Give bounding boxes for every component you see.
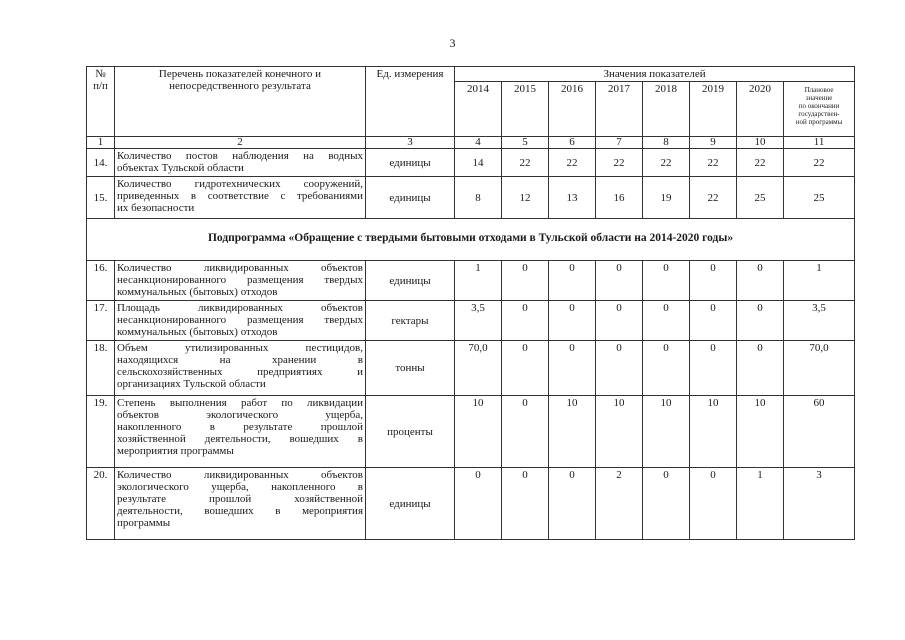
column-number: 6 — [549, 137, 596, 149]
value-cell: 3,5 — [455, 301, 502, 341]
value-cell: 70,0 — [455, 341, 502, 396]
header-plan-line: государствен- — [798, 110, 840, 118]
column-number: 3 — [366, 137, 455, 149]
value-cell: 0 — [549, 341, 596, 396]
indicator-name-line: коммунальных (бытовых) отходов — [117, 326, 278, 338]
column-number: 5 — [502, 137, 549, 149]
column-number: 1 — [87, 137, 115, 149]
indicator-name-line: результате прошлой хозяйственной — [117, 493, 363, 505]
header-values-title: Значения показателей — [455, 67, 855, 82]
table-row — [87, 396, 855, 468]
table-row — [87, 468, 855, 540]
value-cell: 3,5 — [784, 301, 855, 341]
value-cell: 0 — [690, 468, 737, 540]
value-cell: 10 — [549, 396, 596, 468]
value-cell: 0 — [596, 341, 643, 396]
indicator-name — [115, 177, 366, 219]
value-cell: 1 — [455, 261, 502, 301]
row-number: 18. — [87, 341, 115, 396]
value-cell: 0 — [690, 261, 737, 301]
value-cell: 22 — [737, 149, 784, 177]
value-cell: 0 — [502, 341, 549, 396]
value-cell: 1 — [737, 468, 784, 540]
indicator-name-line: деятельности, вошедших в мероприятия — [117, 505, 363, 517]
row-number: 14. — [87, 149, 115, 177]
value-cell: 22 — [690, 149, 737, 177]
unit-cell: гектары — [366, 301, 455, 341]
header-row-1 — [87, 67, 855, 82]
value-cell: 0 — [502, 396, 549, 468]
indicator-name — [115, 149, 366, 177]
indicator-name-line: объектах Тульской области — [117, 162, 244, 174]
value-cell: 22 — [643, 149, 690, 177]
column-number: 9 — [690, 137, 737, 149]
value-cell: 22 — [784, 149, 855, 177]
value-cell: 14 — [455, 149, 502, 177]
column-number: 2 — [115, 137, 366, 149]
indicator-name — [115, 341, 366, 396]
indicator-name-line: программы — [117, 517, 171, 529]
table-row — [87, 177, 855, 219]
header-year-2014: 2014 — [455, 82, 502, 137]
value-cell: 10 — [690, 396, 737, 468]
indicator-name-line: организациях Тульской области — [117, 378, 266, 390]
indicator-name-line: несанкционированного размещения твердых — [117, 274, 363, 286]
row-number: 20. — [87, 468, 115, 540]
header-num-sub: п/п — [93, 80, 108, 92]
indicator-name-line: Площадь ликвидированных объектов — [117, 302, 363, 314]
value-cell: 0 — [502, 301, 549, 341]
row-number: 16. — [87, 261, 115, 301]
indicator-name-line: накопленного в результате прошлой — [117, 421, 363, 433]
header-name-line-1: Перечень показателей конечного и — [158, 68, 322, 80]
header-name-line-2: непосредственного результата — [169, 80, 311, 92]
unit-cell: тонны — [366, 341, 455, 396]
indicator-name — [115, 301, 366, 341]
header-num-cell — [87, 67, 115, 137]
indicator-name-line: приведенных в соответствие с требованиями — [117, 190, 363, 202]
value-cell: 25 — [737, 177, 784, 219]
table-row — [87, 261, 855, 301]
table-body — [87, 67, 855, 540]
row-number: 15. — [87, 177, 115, 219]
header-plan-line: значение — [805, 94, 833, 102]
indicator-name-line: хозяйственной деятельности, вошедших в — [117, 433, 363, 445]
column-number: 8 — [643, 137, 690, 149]
value-cell: 10 — [643, 396, 690, 468]
value-cell: 12 — [502, 177, 549, 219]
value-cell: 0 — [643, 341, 690, 396]
header-plan-line: по окончании — [798, 102, 840, 110]
indicator-name-line: Объем утилизированных пестицидов, — [117, 342, 363, 354]
value-cell: 0 — [502, 261, 549, 301]
indicator-name-line: сельскохозяйственных предприятиях и — [117, 366, 363, 378]
table-row — [87, 341, 855, 396]
header-year-2020: 2020 — [737, 82, 784, 137]
unit-cell: единицы — [366, 468, 455, 540]
page-number: 3 — [449, 36, 456, 50]
value-cell: 13 — [549, 177, 596, 219]
value-cell: 1 — [784, 261, 855, 301]
indicator-name — [115, 261, 366, 301]
row-number: 19. — [87, 396, 115, 468]
value-cell: 60 — [784, 396, 855, 468]
value-cell: 2 — [596, 468, 643, 540]
value-cell: 22 — [502, 149, 549, 177]
value-cell: 0 — [737, 301, 784, 341]
value-cell: 0 — [549, 468, 596, 540]
header-year-2015: 2015 — [502, 82, 549, 137]
value-cell: 0 — [643, 468, 690, 540]
indicator-name-line: Степень выполнения работ по ликвидации — [117, 397, 363, 409]
value-cell: 0 — [690, 341, 737, 396]
header-year-2016: 2016 — [549, 82, 596, 137]
column-number: 11 — [784, 137, 855, 149]
header-year-2018: 2018 — [643, 82, 690, 137]
column-number: 10 — [737, 137, 784, 149]
indicator-name-line: несанкционированного размещения твердых — [117, 314, 363, 326]
value-cell: 19 — [643, 177, 690, 219]
table-row — [87, 149, 855, 177]
indicator-name-line: Количество ликвидированных объектов — [117, 469, 363, 481]
value-cell: 10 — [596, 396, 643, 468]
header-name-cell — [115, 67, 366, 137]
indicator-name-line: объектов экологического ущерба, — [117, 409, 363, 421]
column-number-row — [87, 137, 855, 149]
value-cell: 0 — [549, 301, 596, 341]
value-cell: 3 — [784, 468, 855, 540]
header-plan-value — [784, 82, 855, 137]
column-number: 7 — [596, 137, 643, 149]
value-cell: 25 — [784, 177, 855, 219]
value-cell: 0 — [596, 261, 643, 301]
header-num: № — [95, 68, 106, 80]
indicator-name-line: Количество ликвидированных объектов — [117, 262, 363, 274]
value-cell: 0 — [596, 301, 643, 341]
value-cell: 16 — [596, 177, 643, 219]
header-plan-line: Плановое — [804, 86, 834, 94]
value-cell: 0 — [549, 261, 596, 301]
header-unit: Ед. измерения — [366, 67, 455, 137]
value-cell: 22 — [549, 149, 596, 177]
header-year-2019: 2019 — [690, 82, 737, 137]
indicator-name-line: Количество постов наблюдения на водных — [117, 150, 363, 162]
header-plan-line: ной программы — [795, 118, 843, 126]
unit-cell: единицы — [366, 177, 455, 219]
value-cell: 0 — [502, 468, 549, 540]
indicator-name-line: экологического ущерба, накопленного в — [117, 481, 363, 493]
value-cell: 0 — [690, 301, 737, 341]
value-cell: 8 — [455, 177, 502, 219]
value-cell: 0 — [737, 261, 784, 301]
unit-cell: единицы — [366, 261, 455, 301]
value-cell: 70,0 — [784, 341, 855, 396]
value-cell: 0 — [455, 468, 502, 540]
value-cell: 0 — [643, 301, 690, 341]
unit-cell: проценты — [366, 396, 455, 468]
indicators-table — [86, 66, 855, 540]
unit-cell: единицы — [366, 149, 455, 177]
value-cell: 10 — [737, 396, 784, 468]
indicator-name — [115, 468, 366, 540]
indicator-name — [115, 396, 366, 468]
indicator-name-line: коммунальных (бытовых) отходов — [117, 286, 278, 298]
value-cell: 0 — [643, 261, 690, 301]
value-cell: 10 — [455, 396, 502, 468]
subprogram-title: Подпрограмма «Обращение с твердыми бытовыми отходами в Тульской области на 2014-2020 годы» — [87, 219, 855, 261]
indicator-name-line: Количество гидротехнических сооружений, — [117, 178, 363, 190]
value-cell: 0 — [737, 341, 784, 396]
indicator-name-line: их безопасности — [117, 202, 195, 214]
value-cell: 22 — [596, 149, 643, 177]
indicator-name-line: мероприятия программы — [117, 445, 234, 457]
table-row — [87, 301, 855, 341]
row-number: 17. — [87, 301, 115, 341]
subprogram-row — [87, 219, 855, 261]
column-number: 4 — [455, 137, 502, 149]
value-cell: 22 — [690, 177, 737, 219]
header-year-2017: 2017 — [596, 82, 643, 137]
indicator-name-line: находящихся на хранении в — [117, 354, 363, 366]
